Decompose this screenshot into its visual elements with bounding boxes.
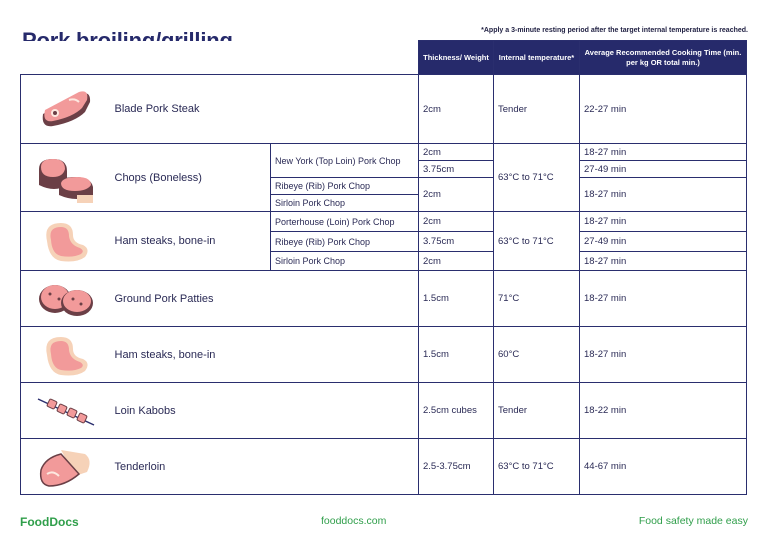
table-row	[21, 383, 747, 439]
header-thickness: Thickness/ Weight	[419, 41, 494, 75]
sub-cut-label: Porterhouse (Loin) Pork Chop	[271, 212, 419, 232]
thickness-cell: 2cm	[419, 252, 494, 271]
thickness-cell: 3.75cm	[419, 161, 494, 178]
row-label: Tenderloin	[111, 439, 419, 495]
sub-cut-label: Ribeye (Rib) Pork Chop	[271, 178, 419, 195]
time-cell: 18-27 min	[580, 252, 747, 271]
patties-icon	[21, 271, 111, 327]
temperature-cell: 71°C	[494, 271, 580, 327]
temperature-cell: 63°C to 71°C	[494, 144, 580, 212]
thickness-cell: 2cm	[419, 178, 494, 212]
row-label: Ham steaks, bone-in	[111, 327, 419, 383]
thickness-cell: 3.75cm	[419, 232, 494, 252]
time-cell: 18-27 min	[580, 271, 747, 327]
time-cell: 27-49 min	[580, 161, 747, 178]
table-row	[21, 271, 747, 327]
thickness-cell: 2cm	[419, 144, 494, 161]
time-cell: 44-67 min	[580, 439, 747, 495]
sub-cut-label: New York (Top Loin) Pork Chop	[271, 144, 419, 178]
ham-steak-icon	[21, 327, 111, 383]
thickness-cell: 1.5cm	[419, 271, 494, 327]
time-cell: 18-27 min	[580, 212, 747, 232]
row-label: Chops (Boneless)	[111, 144, 271, 212]
row-label: Ground Pork Patties	[111, 271, 419, 327]
pork-table	[20, 40, 747, 495]
temperature-cell: 60°C	[494, 327, 580, 383]
header-spacer	[21, 41, 419, 75]
table-row	[21, 439, 747, 495]
resting-note: *Apply a 3-minute resting period after the target internal temperature is reached.	[481, 27, 748, 34]
time-cell: 18-27 min	[580, 144, 747, 161]
time-cell: 22-27 min	[580, 75, 747, 144]
temperature-cell: Tender	[494, 75, 580, 144]
time-cell: 18-22 min	[580, 383, 747, 439]
temperature-cell: 63°C to 71°C	[494, 439, 580, 495]
thickness-cell: 2cm	[419, 212, 494, 232]
row-label: Ham steaks, bone-in	[111, 212, 271, 271]
temperature-cell: 63°C to 71°C	[494, 212, 580, 271]
table-row	[21, 75, 747, 144]
time-cell: 18-27 min	[580, 327, 747, 383]
header-cooking-time: Average Recommended Cooking Time (min. per kg OR total min.)	[580, 41, 747, 75]
header-internal-temperature: Internal temperature*	[494, 41, 580, 75]
temperature-cell: Tender	[494, 383, 580, 439]
row-label: Loin Kabobs	[111, 383, 419, 439]
kabob-icon	[21, 383, 111, 439]
thickness-cell: 2.5cm cubes	[419, 383, 494, 439]
fooddocs-logo: FoodDocs	[20, 515, 79, 529]
thickness-cell: 2.5-3.75cm	[419, 439, 494, 495]
sub-cut-label: Sirloin Pork Chop	[271, 252, 419, 271]
table-row	[21, 144, 747, 161]
time-cell: 27-49 min	[580, 232, 747, 252]
row-label: Blade Pork Steak	[111, 75, 419, 144]
tagline: Food safety made easy	[638, 515, 748, 527]
ham-steak-icon	[21, 212, 111, 271]
website-link[interactable]: fooddocs.com	[321, 515, 387, 527]
thickness-cell: 1.5cm	[419, 327, 494, 383]
blade-steak-icon	[21, 75, 111, 144]
tenderloin-icon	[21, 439, 111, 495]
sub-cut-label: Sirloin Pork Chop	[271, 195, 419, 212]
chops-icon	[21, 144, 111, 212]
table-row	[21, 212, 747, 232]
sub-cut-label: Ribeye (Rib) Pork Chop	[271, 232, 419, 252]
thickness-cell: 2cm	[419, 75, 494, 144]
time-cell: 18-27 min	[580, 178, 747, 212]
table-row	[21, 327, 747, 383]
